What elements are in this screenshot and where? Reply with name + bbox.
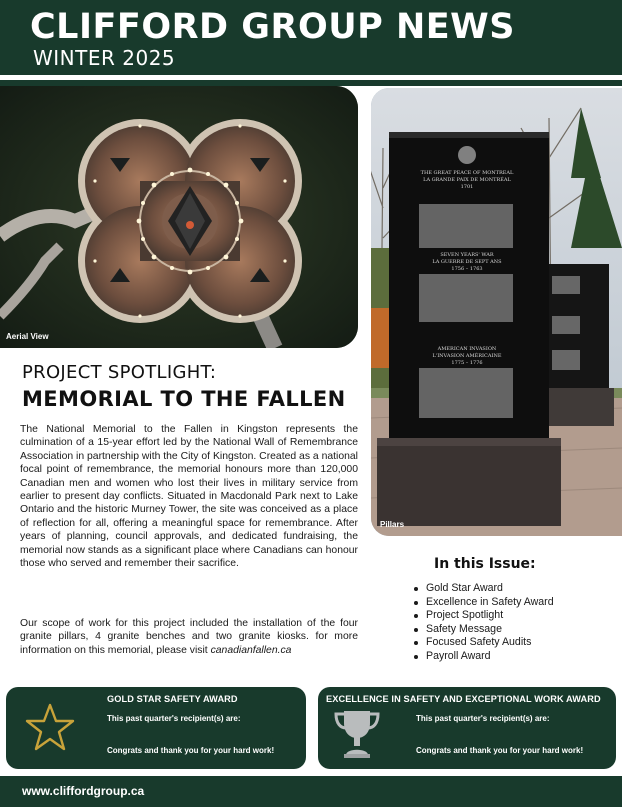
- gold-star-award-card: [6, 687, 306, 769]
- aerial-view-photo: [0, 86, 358, 348]
- engraving-panel3-year: 1775 – 1776: [451, 360, 483, 366]
- footer-bar: [0, 776, 622, 807]
- in-this-issue: [412, 556, 612, 663]
- masthead: [0, 0, 622, 78]
- issue-item: Gold Star Award: [412, 582, 612, 596]
- gold-star-icon: [24, 702, 76, 757]
- article-paragraph-1: The National Memorial to the Fallen in Kingston represents the culmination of a 15-year effort led by the National Wall of Remembrance Association in partnership with the City of Kingston. Created as a national focal point of remembrance, the memorial honours more than 120,000 Canadian men and women who lost their lives in military service from earlier to present day conflicts. Situated in Macdonald Park next to Lake Ontario and the historic Murney Tower, the site was conceived as a place of reflection for all, offering a meaningful space for remembrance. After years of planning, council approvals, and dedicated fundraising, the memorial now stands as a significant place where Canadians can honour those who served and remember their sacrifice.: [20, 424, 358, 570]
- engraving-panel3-line1: AMERICAN INVASION: [437, 346, 497, 352]
- engraving-panel2-line1: SEVEN YEARS' WAR: [440, 252, 494, 258]
- excellence-congrats: Congrats and thank you for your hard work!: [416, 746, 584, 755]
- engraving-panel3-line2: L'INVASION AMÉRICAINE: [432, 353, 502, 359]
- spotlight-label: PROJECT SPOTLIGHT:: [22, 362, 217, 383]
- engraving-panel1-line1: THE GREAT PEACE OF MONTREAL: [420, 170, 514, 176]
- in-this-issue-heading: In this Issue:: [434, 556, 536, 572]
- engraving-panel2-year: 1756 – 1763: [451, 266, 483, 272]
- gold-star-award-title: GOLD STAR SAFETY AWARD: [107, 694, 238, 704]
- issue-item: Project Spotlight: [412, 609, 612, 623]
- excellence-recipients-label: This past quarter's recipient(s) are:: [416, 714, 550, 723]
- engraving-panel1-year: 1701: [460, 184, 474, 190]
- article-title: MEMORIAL TO THE FALLEN: [22, 387, 346, 411]
- aerial-view-caption: Aerial View: [6, 332, 49, 341]
- gold-star-recipients-label: This past quarter's recipient(s) are:: [107, 714, 241, 723]
- issue-season: WINTER 2025: [33, 46, 176, 70]
- issue-item: Focused Safety Audits: [412, 636, 612, 650]
- gold-star-congrats: Congrats and thank you for your hard work!: [107, 746, 275, 755]
- issue-item: Payroll Award: [412, 650, 612, 664]
- issue-item: Excellence in Safety Award: [412, 596, 612, 610]
- excellence-award-title: EXCELLENCE IN SAFETY AND EXCEPTIONAL WORK AWARD: [326, 694, 601, 704]
- engraving-panel1-line2: LA GRANDE PAIX DE MONTRÉAL: [423, 177, 511, 183]
- excellence-award-card: [318, 687, 616, 769]
- website-link[interactable]: www.cliffordgroup.ca: [22, 784, 145, 798]
- trophy-icon: [332, 707, 382, 764]
- newsletter-title: CLIFFORD GROUP NEWS: [30, 7, 515, 47]
- pillars-photo: [371, 88, 622, 536]
- article-paragraph-2-text: Our scope of work for this project included the installation of the four granite pillars, 4 granite benches and two granite kiosks. for more information on this memorial, please visit: [20, 618, 358, 656]
- engraving-panel2-line2: LA GUERRE DE SEPT ANS: [432, 259, 502, 265]
- article-paragraph-2: [20, 617, 358, 657]
- pillars-caption: Pillars: [380, 520, 405, 529]
- memorial-website-link[interactable]: canadianfallen.ca: [210, 644, 292, 656]
- issue-item: Safety Message: [412, 623, 612, 637]
- issue-list: [412, 582, 612, 663]
